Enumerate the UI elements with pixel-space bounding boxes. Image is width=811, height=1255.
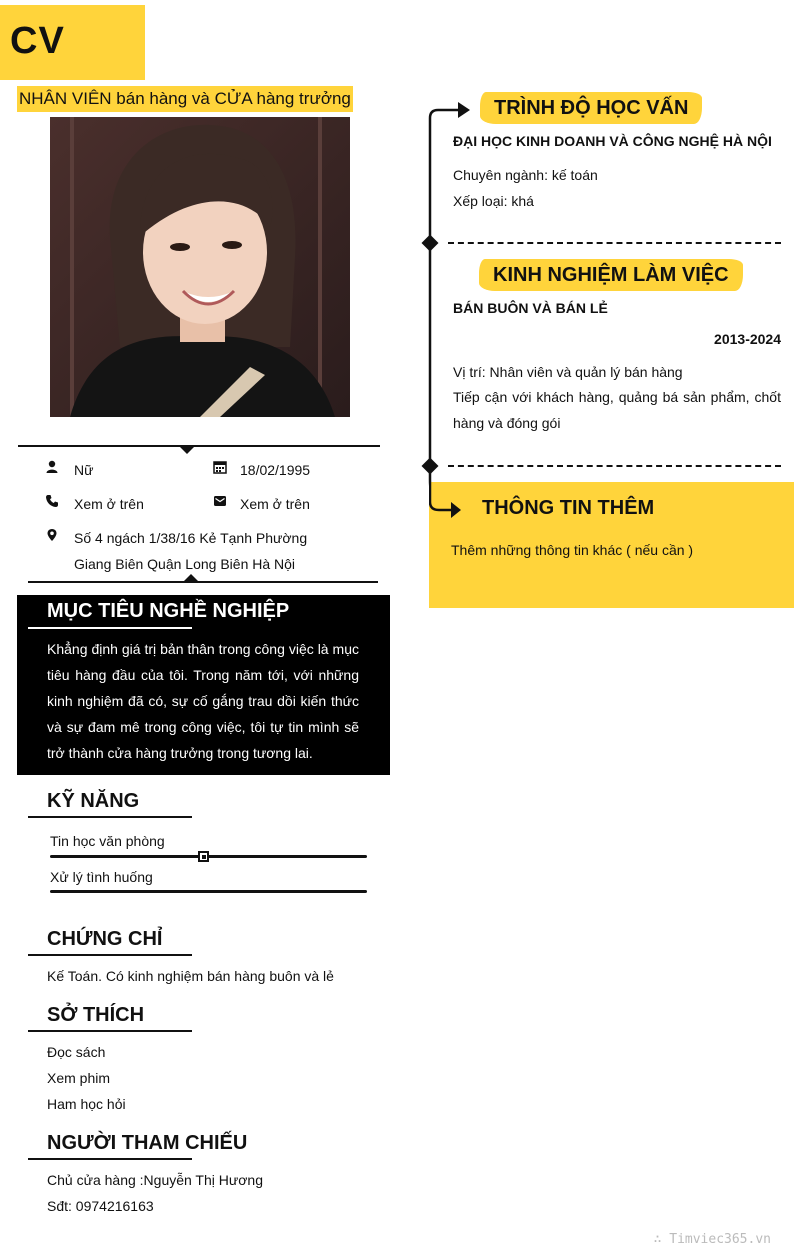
- experience-divider: [448, 465, 781, 467]
- education-school: ĐẠI HỌC KINH DOANH VÀ CÔNG NGHỆ HÀ NỘI: [453, 133, 772, 149]
- info-top-divider: [18, 445, 380, 447]
- certificates-underline: [28, 954, 192, 956]
- info-bottom-divider: [28, 581, 378, 583]
- experience-position: Vị trí: Nhân viên và quản lý bán hàng: [453, 364, 683, 380]
- skill-name: Xử lý tình huống: [50, 869, 153, 885]
- skill-name: Tin học văn phòng: [50, 833, 165, 849]
- skills-title: KỸ NĂNG: [47, 790, 140, 812]
- reference-item: Chủ cửa hàng :Nguyễn Thị Hương: [47, 1172, 264, 1188]
- envelope-icon: [213, 494, 227, 508]
- experience-description: Tiếp cận với khách hàng, quảng bá sản phẩm, chốt hàng và đóng gói: [453, 389, 781, 431]
- experience-title: KINH NGHIỆM LÀM VIỆC: [479, 259, 743, 291]
- phone-icon: [45, 494, 59, 508]
- career-goal-text: Khẳng định giá trị bản thân trong công việc là mục tiêu hàng đầu của tôi. Trong năm tới, với những kinh nghiệm đã có, sự cố gắng trau dồi kiến thức và sự đam mê trong công việc, tôi tự tin mình sẽ trở thành cửa hàng trưởng trong tương lai.: [47, 641, 359, 761]
- education-title: TRÌNH ĐỘ HỌC VẤN: [480, 92, 702, 124]
- hobbies-title: SỞ THÍCH: [47, 1004, 145, 1026]
- certificate-text: Kế Toán. Có kinh nghiệm bán hàng buôn và lẻ: [47, 968, 334, 984]
- skill-level-knob[interactable]: [198, 851, 209, 862]
- timeline-connector-end: [429, 482, 469, 522]
- education-rank: Xếp loại: khá: [453, 193, 534, 209]
- skill-bar: [50, 890, 367, 893]
- skills-underline: [28, 816, 192, 818]
- extra-info-text: Thêm những thông tin khác ( nếu cần ): [451, 542, 694, 558]
- education-divider: [448, 242, 781, 244]
- certificates-title: CHỨNG CHỈ: [47, 928, 163, 950]
- profile-photo: [50, 117, 350, 417]
- references-title: NGƯỜI THAM CHIẾU: [47, 1132, 248, 1154]
- career-goal-title: MỤC TIÊU NGHỀ NGHIỆP: [47, 600, 290, 622]
- experience-period: 2013-2024: [714, 331, 781, 347]
- portrait-photo: [50, 117, 350, 417]
- calendar-icon: [213, 460, 227, 474]
- gender-value: Nữ: [74, 462, 94, 478]
- hobbies-underline: [28, 1030, 192, 1032]
- dob-value: 18/02/1995: [240, 462, 311, 478]
- address-line-2: Giang Biên Quận Long Biên Hà Nội: [74, 556, 296, 572]
- hobby-item: Đọc sách: [47, 1044, 106, 1060]
- watermark: ∴ Timviec365.vn: [653, 1232, 771, 1247]
- user-icon: [45, 460, 59, 474]
- divider-caret-down-icon: [179, 446, 195, 455]
- hobby-item: Xem phim: [47, 1070, 111, 1086]
- email-value: Xem ở trên: [240, 496, 310, 512]
- education-major: Chuyên ngành: kế toán: [453, 167, 598, 183]
- phone-value: Xem ở trên: [74, 496, 144, 512]
- references-underline: [28, 1158, 192, 1160]
- cv-label: CV: [10, 20, 65, 62]
- reference-item: Sđt: 0974216163: [47, 1198, 154, 1214]
- extra-info-title: THÔNG TIN THÊM: [482, 497, 655, 519]
- job-title: NHÂN VIÊN bán hàng và CỬA hàng trưởng: [17, 86, 353, 112]
- career-goal-underline: [28, 627, 192, 629]
- experience-company: BÁN BUÔN VÀ BÁN LẺ: [453, 300, 608, 316]
- hobby-item: Ham học hỏi: [47, 1096, 126, 1112]
- map-marker-icon: [45, 528, 59, 542]
- address-line-1: Số 4 ngách 1/38/16 Kẻ Tạnh Phường: [74, 530, 308, 546]
